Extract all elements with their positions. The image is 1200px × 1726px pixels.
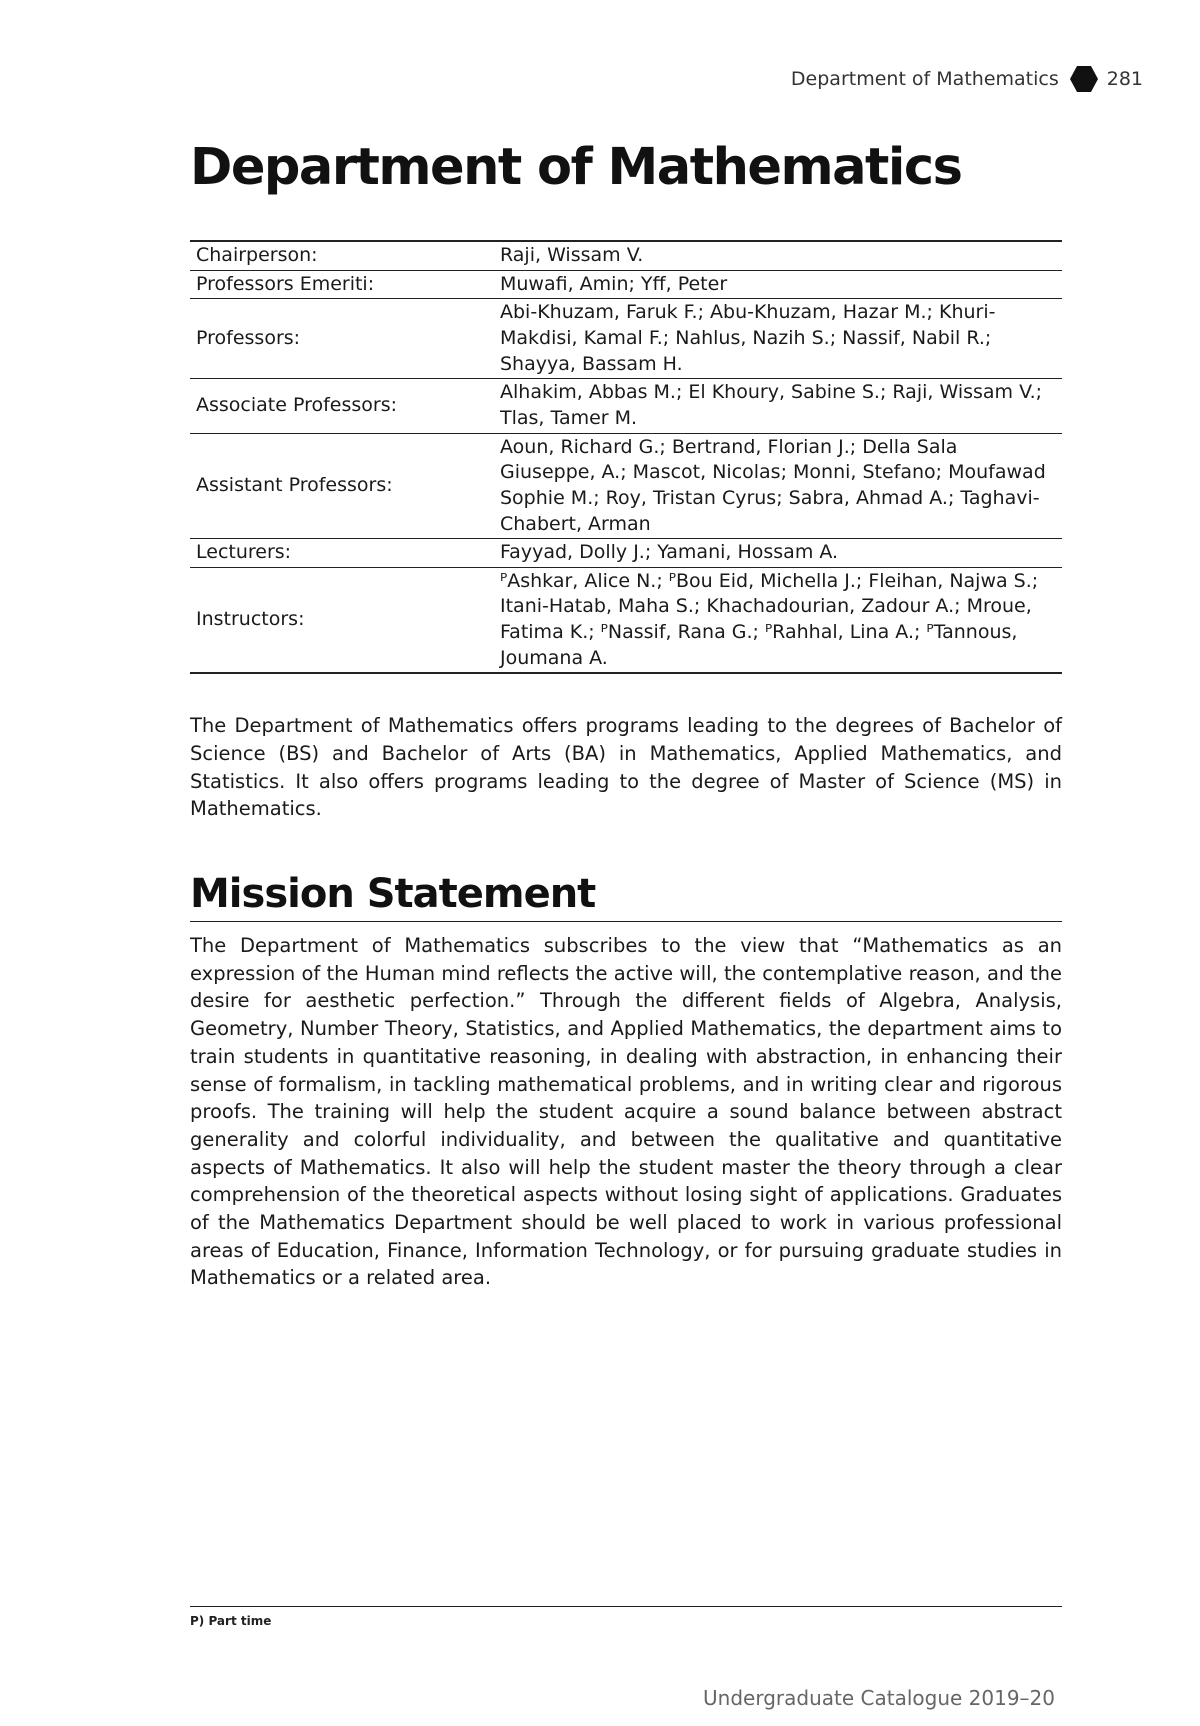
faculty-role: Professors Emeriti:	[190, 270, 494, 299]
faculty-names: Abi-Khuzam, Faruk F.; Abu-Khuzam, Hazar M.; Khuri-Makdisi, Kamal F.; Nahlus, Nazih S.; Nassif, Nabil R.; Shayya, Bassam H.	[494, 299, 1062, 379]
faculty-names: ᴾAshkar, Alice N.; ᴾBou Eid, Michella J.; Fleihan, Najwa S.; Itani-Hatab, Maha S.; Khachadourian, Zadour A.; Mroue, Fatima K.; ᴾNassif, Rana G.; ᴾRahhal, Lina A.; ᴾTannous, Joumana A.	[494, 567, 1062, 673]
table-row	[190, 299, 1062, 379]
running-header	[791, 64, 1143, 94]
footnote: P) Part time	[190, 1614, 272, 1628]
hexagon-icon	[1069, 64, 1099, 94]
page-number: 281	[1106, 68, 1143, 90]
table-row	[190, 379, 1062, 433]
running-title: Department of Mathematics	[790, 68, 1059, 90]
faculty-role: Assistant Professors:	[190, 433, 494, 539]
table-row	[190, 433, 1062, 539]
faculty-table	[190, 240, 1062, 674]
page-content	[190, 140, 1062, 1292]
faculty-names: Aoun, Richard G.; Bertrand, Florian J.; Della Sala Giuseppe, A.; Mascot, Nicolas; Monni, Stefano; Moufawad Sophie M.; Roy, Tristan Cyrus; Sabra, Ahmad A.; Taghavi-Chabert, Arman	[494, 433, 1062, 539]
faculty-names: Raji, Wissam V.	[500, 244, 644, 267]
table-row	[190, 567, 1062, 673]
faculty-role: Lecturers:	[190, 539, 494, 568]
faculty-role: Professors:	[190, 299, 494, 379]
table-row	[190, 241, 1062, 270]
faculty-role: Instructors:	[190, 567, 494, 673]
table-row	[190, 270, 1062, 299]
page-title: Department of Mathematics	[190, 138, 962, 197]
catalogue-footer: Undergraduate Catalogue 2019–20	[703, 1686, 1055, 1710]
intro-paragraph: The Department of Mathematics offers programs leading to the degrees of Bachelor of Science (BS) and Bachelor of Arts (BA) in Mathematics, Applied Mathematics, and Statistics. It also offers programs leading to the degree of Master of Science (MS) in Mathematics.	[190, 714, 1062, 821]
faculty-names: Fayyad, Dolly J.; Yamani, Hossam A.	[494, 539, 1062, 568]
table-row	[190, 539, 1062, 568]
faculty-names: Muwafi, Amin; Yff, Peter	[494, 270, 1062, 299]
faculty-role: Associate Professors:	[190, 379, 494, 433]
faculty-role: Chairperson:	[196, 244, 318, 267]
mission-heading: Mission Statement	[190, 871, 1062, 922]
faculty-names: Alhakim, Abbas M.; El Khoury, Sabine S.; Raji, Wissam V.; Tlas, Tamer M.	[494, 379, 1062, 433]
mission-paragraph: The Department of Mathematics subscribes to the view that “Mathematics as an expression of the Human mind reflects the active will, the contemplative reason, and the desire for aesthetic perfection.” Through the different fields of Algebra, Analysis, Geometry, Number Theory, Statistics, and Applied Mathematics, the department aims to train students in quantitative reasoning, in dealing with abstraction, in enhancing their sense of formalism, in tackling mathematical problems, and in writing clear and rigorous proofs. The training will help the student acquire a sound balance between abstract generality and colorful individuality, and between the qualitative and quantitative aspects of Mathematics. It also will help the student master the theory through a clear comprehension of the theoretical aspects without losing sight of applications. Graduates of the Mathematics Department should be well placed to work in various professional areas of Education, Finance, Information Technology, or for pursuing graduate studies in Mathematics or a related area.	[190, 934, 1062, 1290]
footnote-divider	[190, 1606, 1062, 1607]
